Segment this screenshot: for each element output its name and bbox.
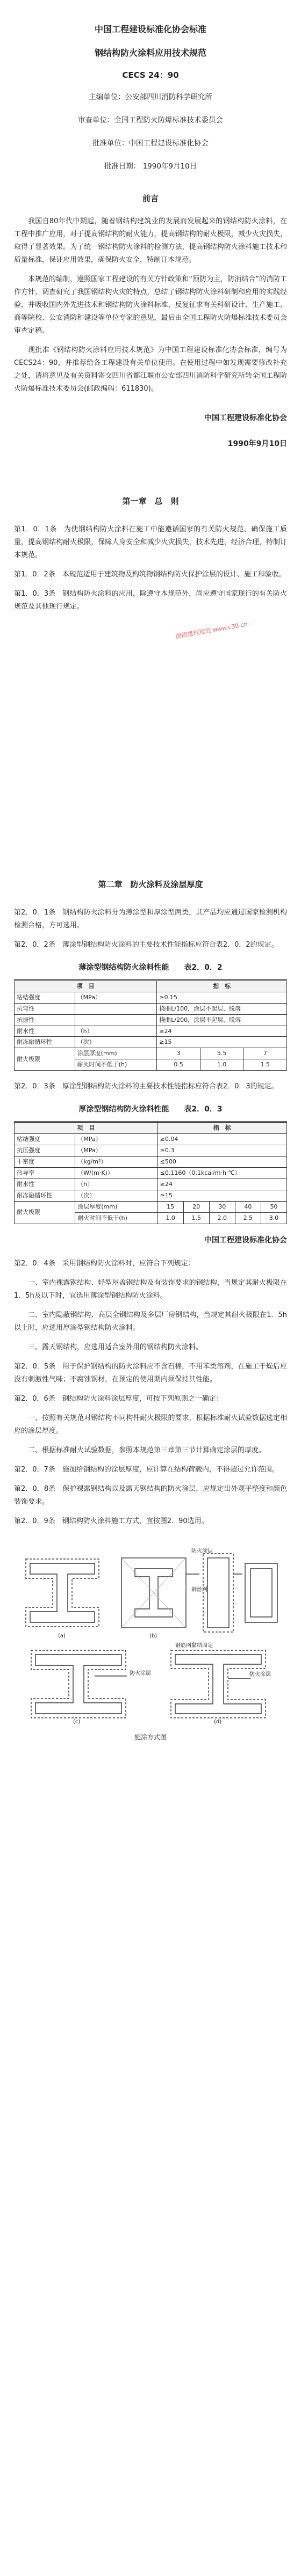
table-row	[15, 1048, 287, 1059]
table-cell: 抗振性	[15, 1014, 75, 1026]
clause: 第2．0．1条 钢结构防火涂料分为薄涂型和厚涂型两类，其产品均应通过国家检测机构检测合格，方可选用。	[14, 908, 287, 930]
table-row	[15, 1026, 287, 1037]
table-cell: 粘结强度	[15, 1134, 75, 1145]
approver-label: 批准单位：	[92, 138, 129, 148]
clause: 第2．0．9条 钢结构防火涂料施工方式，宜按图2．90选用。	[14, 1517, 209, 1526]
list-item: 一、按照有关规范对钢结构不同构件耐火极限的要求，根据标准耐火试验数据选定相应的涂层厚度。	[14, 1414, 287, 1435]
table-cell: 干密度	[15, 1157, 75, 1168]
steel-beam-shape	[175, 1655, 261, 1714]
table-cell: ≤500	[157, 1157, 286, 1168]
table-cell: （W/(m·K)）	[75, 1167, 157, 1179]
table-cell: （h）	[75, 1179, 157, 1190]
table-cell: ≥0.3	[157, 1145, 286, 1157]
label-coating-mid: 防火涂层	[130, 1671, 151, 1677]
table-cell: 7	[243, 1048, 287, 1059]
table-cell	[75, 1003, 157, 1014]
table-cell: ≥24	[157, 1179, 286, 1190]
table-cell: 粘结强度	[15, 992, 75, 1003]
table-cell: 耐水性	[15, 1179, 75, 1190]
table-2-0-2	[14, 979, 287, 1071]
approver-line	[14, 137, 287, 150]
list-item: 一、室内裸露钢结构、轻型屋盖钢结构及有装饰要求的钢结构，当规定其耐火极限在1．5h及以下时，宜选用薄涂型钢结构防火涂料。	[14, 1278, 287, 1300]
table-cell: （MPa）	[75, 1134, 157, 1145]
table-2-0-3-title: 厚涂型钢结构防火涂料性能 表2．0．3	[78, 1105, 223, 1114]
table-row	[15, 1190, 287, 1201]
table-cell: （h）	[75, 1026, 157, 1037]
table-2-0-3	[14, 1121, 287, 1224]
watermark-area	[14, 620, 287, 663]
table-cell: 30	[209, 1201, 235, 1212]
list-item: 二、室内隐蔽钢结构、高层全钢结构及多层厂房钢结构，当规定其耐火极限在1．5h以上时，应选用厚涂型钢结构防火涂料。	[14, 1311, 287, 1332]
table-cell: 1.0	[157, 1212, 183, 1224]
table-cell	[75, 1014, 157, 1026]
reviewer: 全国工程防火防爆标准技术委员会	[114, 115, 223, 125]
chapter-2-title: 第二章 防火涂料及涂层厚度	[98, 879, 203, 889]
preface-paragraph: 我国自80年代中期起，随着钢结构建筑业的发展而发展起来的钢结构防火涂料，在工程中推广应用，对于提高钢结构的耐火能力，提高钢结构的耐火极限，减少火灾损失，取得了显著效果。为了统一钢结构防火涂料的检测方法，提高钢结构防火涂料施工技术和质量标准，保证应用效果，确保防火安全，特制订本规范。	[14, 217, 287, 264]
steel-core-shape	[250, 1569, 272, 1617]
clause: 第2．0．7条 施加给钢结构的涂层厚度，应计算在结构荷载内，不得超过允许范围。	[14, 1466, 279, 1474]
box-column-shape	[245, 1563, 277, 1622]
clause: 第1．0．3条 钢结构防火涂料的应用，除遵守本规范外，尚应遵守国家现行的有关防火规范及其他现行规定。	[14, 589, 287, 611]
table-cell: 涂层厚度(mm)	[75, 1201, 157, 1212]
signature-date: 1990年9月10日	[227, 440, 287, 449]
table-cell: 耐水性	[15, 1026, 75, 1037]
table-row	[15, 1145, 287, 1157]
approver: 中国工程建设标准化协会	[128, 138, 209, 148]
doc-title: 钢结构防火涂料应用技术规范	[94, 47, 206, 58]
label-mesh: 钢丝网	[191, 1587, 207, 1593]
coating-outline	[26, 1559, 99, 1627]
clause: 第2．0．2条 薄涂型钢结构防火涂料的主要技术性能指标应符合表2．0．2的规定。	[14, 940, 278, 949]
table-row	[15, 1003, 287, 1014]
table-cell: 15	[157, 1201, 183, 1212]
table-header: 项 目	[15, 1122, 158, 1134]
steel-beam-shape	[35, 1655, 121, 1714]
table-row	[15, 1157, 287, 1168]
clause: 第2．0．5条 用于保护钢结构的防火涂料应不含石棉，不用苯类溶剂，在施工干燥后应没有刺激性气味；不腐蚀钢材，在预定的使用期内须保持其性能。	[14, 1362, 287, 1384]
table-cell: （次）	[75, 1037, 157, 1048]
table-cell: （次）	[75, 1190, 157, 1201]
editor-line	[14, 91, 287, 104]
label-c: (c)	[73, 1719, 81, 1725]
table-cell: 耐火极限	[15, 1201, 75, 1224]
coating-outline	[31, 1650, 126, 1718]
table-cell: 1.5	[183, 1212, 209, 1224]
table-cell: 耐冻融循环性	[15, 1037, 75, 1048]
watermark: 图朗建筑规范 www.c39.cn	[175, 620, 248, 640]
table-cell: 0.5	[157, 1059, 200, 1071]
table-cell: 1.0	[200, 1059, 243, 1071]
approval-date: 批准日期： 1990年9月10日	[104, 162, 197, 171]
table-cell: 40	[235, 1201, 261, 1212]
clause: 第2．0．3条 厚涂型钢结构防火涂料的主要技术性能指标应符合表2．0．3的规定。	[14, 1082, 278, 1091]
clause: 第1．0．1条 为使钢结构防火涂料在施工中能遵循国家的有关防火规范，确保施工质量，提高钢结构耐火极限，保障人身安全和减少火灾损失，技术先进，经济合理，特制订本规范。	[14, 525, 287, 559]
table-cell: 2.5	[235, 1212, 261, 1224]
preface-paragraph: 现批准《钢结构防火涂料应用技术规范》为中国工程建设标准化协会标准，编号为CECS24：90，并推荐给各工程建设有关单位使用。在使用过程中如发现需要修改补充之处，请将意见及有关资料寄交四川省都江堰市公安部四川消防科学研究所转全国工程防火防爆标准技术委员会(邮政编码：611830)。	[14, 346, 287, 393]
table-row	[15, 1134, 287, 1145]
coating-method-figure	[14, 1542, 287, 1724]
label-mesh-anchor: 钢筋网黏结固定	[175, 1643, 213, 1649]
table-header: 项 目	[15, 980, 157, 992]
table-row	[15, 1167, 287, 1179]
table-row	[15, 992, 287, 1003]
table-cell: ≥15	[157, 1190, 286, 1201]
table-cell: 5.5	[200, 1048, 243, 1059]
table-cell: ≥24	[157, 1026, 287, 1037]
table-cell: 挠曲L/100，涂层不起层、脱落	[157, 1003, 287, 1014]
table-cell: 耐冻融循环性	[15, 1190, 75, 1201]
steel-beam-shape	[30, 1563, 95, 1622]
table-cell: 耐火时间不低于(h)	[75, 1059, 157, 1071]
table-row	[15, 1037, 287, 1048]
table-cell: （MPa）	[75, 992, 157, 1003]
list-item: 三、露天钢结构，应选用适合室外用的钢结构防火涂料。	[28, 1343, 203, 1351]
reviewer-line	[14, 114, 287, 127]
chapter-1-title: 第一章 总 则	[122, 496, 179, 506]
label-coating-bottom: 防火涂层	[249, 1672, 271, 1678]
column-shape	[207, 1558, 229, 1628]
reviewer-label: 审查单位：	[78, 115, 114, 125]
table-cell: ≤0.1160（0.1kcal/m·h·℃）	[157, 1167, 286, 1179]
table-cell: （kg/m³）	[75, 1157, 157, 1168]
org-title: 中国工程建设标准化协会标准	[94, 24, 206, 34]
table-2-0-2-title: 薄涂型钢结构防火涂料性能 表2．0．2	[78, 963, 223, 972]
clause: 第1．0．2条 本规范适用于建筑物及构筑物钢结构防火保护涂层的设计、施工和验收。	[14, 570, 286, 579]
clause: 第2．0．4条 采用钢结构防火涂料时，应符合下列规定：	[14, 1259, 195, 1268]
table-cell: 挠曲L/200，涂层不起层、脱落	[157, 1014, 287, 1026]
label-coating-top: 防火涂层	[191, 1548, 213, 1555]
table-cell: （MPa）	[75, 1145, 157, 1157]
editor: 公安部四川消防科学研究所	[125, 92, 212, 101]
table-cell: 热导率	[15, 1167, 75, 1179]
table-row	[15, 1201, 287, 1212]
table-cell: 3.0	[261, 1212, 286, 1224]
table-cell: 1.5	[243, 1059, 287, 1071]
blank-space	[14, 663, 287, 856]
table-cell: 50	[261, 1201, 286, 1212]
table-cell: ≥0.15	[157, 992, 287, 1003]
table-header: 指 标	[157, 980, 287, 992]
table-cell: 耐火极限	[15, 1048, 75, 1071]
clause: 第2．0．6条 钢结构防火涂料涂层厚度，可按下列原则之一确定：	[14, 1394, 223, 1403]
label-b: (b)	[149, 1633, 157, 1640]
table-cell: 抗压强度	[15, 1145, 75, 1157]
table-row	[15, 1179, 287, 1190]
preface-title: 前言	[142, 193, 159, 203]
label-a: (a)	[58, 1633, 66, 1640]
table-cell: 耐火时间不低于(h)	[75, 1212, 157, 1224]
editor-label: 主编单位：	[89, 92, 125, 101]
table-cell: ≥0.04	[157, 1134, 286, 1145]
table-cell: 20	[183, 1201, 209, 1212]
standard-code: CECS 24：90	[122, 70, 179, 80]
label-d: (d)	[214, 1719, 222, 1725]
preface-paragraph: 本规范的编制，遵照国家工程建设的有关方针政策和“预防为主，防消结合”的消防工作方针，调查研究了我国钢结构火灾的特点，总结了钢结构防火涂料研制和应用的实践经验，并吸收国内外先进技术和钢结构防火涂料标准，反复征求有关科研设计、生产施工、商等院校、公安消防和建设等单位专家的意见，最后由全国工程防火防爆标准技术委员会审查定稿。	[14, 275, 287, 335]
coating-outline	[171, 1650, 266, 1718]
list-item: 二、根据标准耐火试验数据，参照本规范第三章第三节计算确定涂层的厚度。	[28, 1446, 266, 1455]
figure-caption: 施涂方式图	[134, 1733, 167, 1741]
table-footnote-signature: 中国工程建设标准化协会	[204, 1235, 287, 1245]
table-cell: 抗弯性	[15, 1003, 75, 1014]
table-row	[15, 1014, 287, 1026]
table-cell: 2.0	[209, 1212, 235, 1224]
table-header: 指 标	[157, 1122, 286, 1134]
clause: 第2．0．8条 保护裸露钢结构以及露天钢结构的防火涂层，应规定出外观平整度和颜色装饰要求。	[14, 1485, 287, 1506]
signature: 中国工程建设标准化协会	[204, 414, 287, 423]
table-cell: ≥15	[157, 1037, 287, 1048]
table-cell: 涂层厚度(mm)	[75, 1048, 157, 1059]
table-cell: 3	[157, 1048, 200, 1059]
